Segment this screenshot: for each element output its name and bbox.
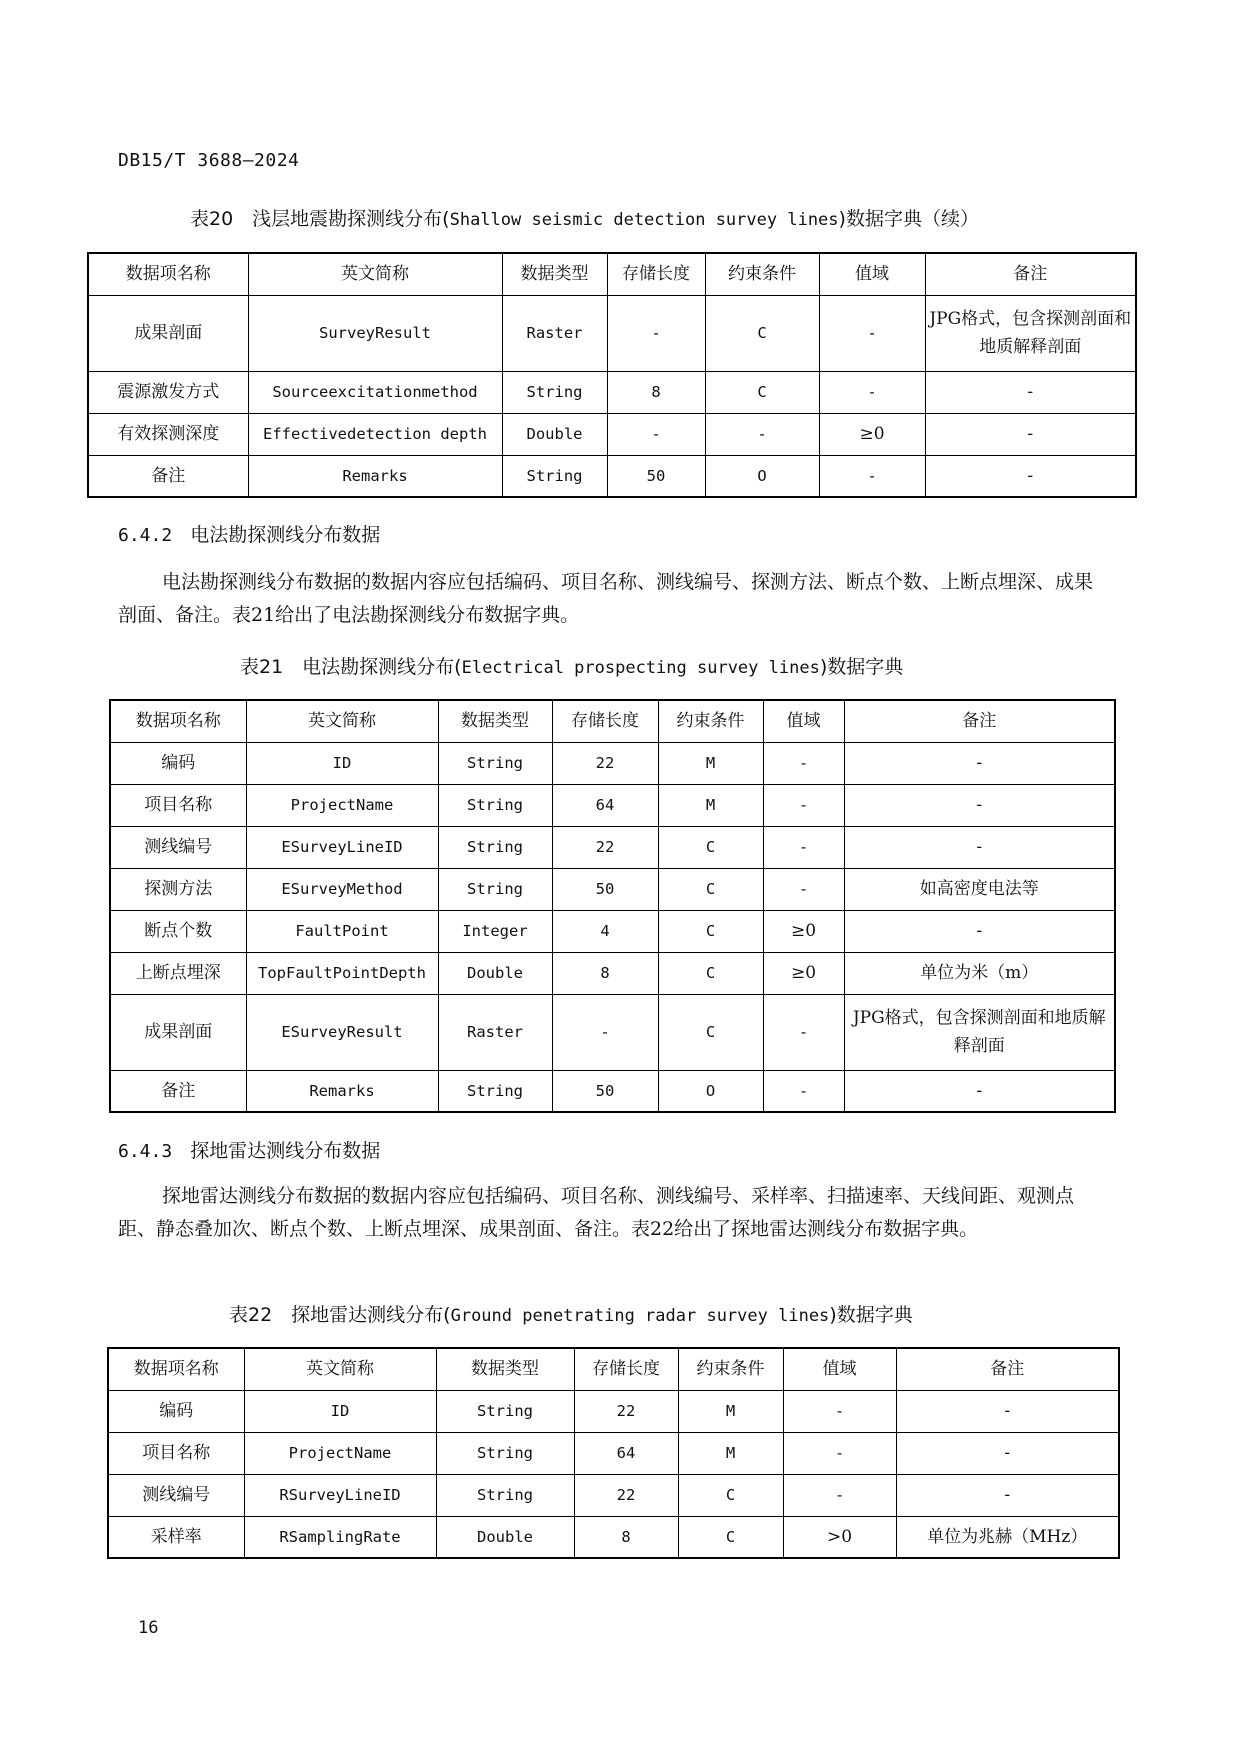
section-number: 6.4.2: [118, 525, 173, 546]
table21-header: [110, 700, 1115, 742]
cell-length: 8: [552, 952, 658, 994]
cell-remark: -: [896, 1474, 1119, 1516]
cell-english: ESurveyLineID: [246, 826, 438, 868]
column-header: 值域: [763, 700, 844, 742]
cell-english: ID: [244, 1390, 436, 1432]
table22-caption-en: Ground penetrating radar survey lines: [450, 1306, 830, 1326]
cell-type: String: [438, 1070, 552, 1112]
cell-remark: -: [844, 784, 1115, 826]
cell-constraint: C: [658, 910, 763, 952]
cell-english: Sourceexcitationmethod: [248, 371, 502, 413]
table-row: [110, 742, 1115, 784]
table20-header: [88, 253, 1136, 295]
cell-name: 震源激发方式: [88, 371, 248, 413]
table-row: [110, 1070, 1115, 1112]
cell-constraint: C: [678, 1516, 783, 1558]
cell-constraint: M: [658, 784, 763, 826]
table-row: [108, 1474, 1119, 1516]
cell-remark: -: [896, 1390, 1119, 1432]
cell-constraint: C: [705, 371, 819, 413]
table21: [109, 699, 1116, 1113]
cell-range: -: [763, 784, 844, 826]
cell-type: Raster: [502, 295, 607, 371]
cell-constraint: C: [658, 952, 763, 994]
cell-name: 编码: [110, 742, 246, 784]
column-header: 约束条件: [678, 1348, 783, 1390]
section-title: 电法勘探测线分布数据: [190, 524, 381, 546]
section-number: 6.4.3: [118, 1141, 173, 1162]
cell-constraint: M: [678, 1432, 783, 1474]
cell-remark: -: [844, 1070, 1115, 1112]
cell-english: ProjectName: [244, 1432, 436, 1474]
column-header: 值域: [819, 253, 925, 295]
cell-length: 22: [552, 826, 658, 868]
cell-type: Raster: [438, 994, 552, 1070]
cell-range: ≥0: [819, 413, 925, 455]
cell-remark: -: [844, 910, 1115, 952]
cell-length: 22: [552, 742, 658, 784]
column-header: 约束条件: [658, 700, 763, 742]
cell-name: 备注: [110, 1070, 246, 1112]
column-header: 数据项名称: [88, 253, 248, 295]
cell-type: Double: [438, 952, 552, 994]
cell-remark: -: [844, 826, 1115, 868]
cell-remark: JPG格式，包含探测剖面和地质解释剖面: [925, 295, 1136, 371]
cell-range: ≥0: [763, 952, 844, 994]
cell-length: 8: [607, 371, 705, 413]
cell-name: 采样率: [108, 1516, 244, 1558]
table20-caption-en: Shallow seismic detection survey lines: [449, 210, 839, 230]
column-header: 存储长度: [552, 700, 658, 742]
cell-english: FaultPoint: [246, 910, 438, 952]
table-row: [108, 1432, 1119, 1474]
cell-type: String: [436, 1474, 574, 1516]
cell-range: -: [819, 455, 925, 497]
table-row: [110, 952, 1115, 994]
cell-english: RSurveyLineID: [244, 1474, 436, 1516]
table22-caption-suffix: )数据字典: [829, 1304, 913, 1326]
cell-type: Double: [502, 413, 607, 455]
cell-constraint: C: [658, 826, 763, 868]
column-header: 备注: [925, 253, 1136, 295]
table21-caption-prefix: 表21 电法勘探测线分布(: [240, 656, 462, 678]
table-row: [110, 868, 1115, 910]
column-header: 英文简称: [246, 700, 438, 742]
cell-type: String: [436, 1390, 574, 1432]
table20-caption: [190, 204, 979, 231]
cell-remark: 单位为兆赫（MHz）: [896, 1516, 1119, 1558]
cell-range: -: [763, 826, 844, 868]
cell-constraint: C: [658, 994, 763, 1070]
table-row: [108, 1390, 1119, 1432]
section-title: 探地雷达测线分布数据: [190, 1140, 381, 1162]
cell-range: -: [819, 295, 925, 371]
column-header: 数据类型: [438, 700, 552, 742]
cell-name: 备注: [88, 455, 248, 497]
section-643-heading: [118, 1136, 380, 1163]
cell-range: -: [763, 1070, 844, 1112]
table20-caption-suffix: )数据字典（续）: [838, 208, 979, 230]
table-row: [88, 455, 1136, 497]
column-header: 存储长度: [607, 253, 705, 295]
cell-type: String: [502, 371, 607, 413]
cell-type: String: [438, 742, 552, 784]
cell-name: 项目名称: [108, 1432, 244, 1474]
cell-length: 50: [552, 1070, 658, 1112]
cell-name: 有效探测深度: [88, 413, 248, 455]
cell-english: Remarks: [246, 1070, 438, 1112]
table-row: [88, 295, 1136, 371]
table22-caption: [229, 1300, 913, 1327]
cell-english: TopFaultPointDepth: [246, 952, 438, 994]
cell-type: Double: [436, 1516, 574, 1558]
table-row: [88, 371, 1136, 413]
cell-constraint: C: [678, 1474, 783, 1516]
cell-constraint: -: [705, 413, 819, 455]
cell-constraint: O: [658, 1070, 763, 1112]
cell-type: String: [502, 455, 607, 497]
cell-length: -: [607, 413, 705, 455]
cell-type: String: [438, 868, 552, 910]
cell-type: String: [436, 1432, 574, 1474]
cell-english: ESurveyResult: [246, 994, 438, 1070]
cell-remark: -: [925, 371, 1136, 413]
cell-name: 测线编号: [108, 1474, 244, 1516]
column-header: 存储长度: [574, 1348, 678, 1390]
cell-name: 探测方法: [110, 868, 246, 910]
column-header: 备注: [896, 1348, 1119, 1390]
cell-constraint: M: [658, 742, 763, 784]
column-header: 数据类型: [502, 253, 607, 295]
cell-english: ProjectName: [246, 784, 438, 826]
column-header: 英文简称: [248, 253, 502, 295]
cell-name: 成果剖面: [110, 994, 246, 1070]
document-id: DB15/T 3688—2024: [118, 150, 300, 171]
cell-range: -: [783, 1474, 896, 1516]
cell-english: ID: [246, 742, 438, 784]
cell-remark: -: [925, 413, 1136, 455]
table21-caption: [240, 652, 903, 679]
column-header: 值域: [783, 1348, 896, 1390]
column-header: 数据项名称: [110, 700, 246, 742]
column-header: 英文简称: [244, 1348, 436, 1390]
cell-name: 测线编号: [110, 826, 246, 868]
cell-type: String: [438, 826, 552, 868]
cell-length: 50: [552, 868, 658, 910]
cell-range: -: [783, 1390, 896, 1432]
cell-length: 64: [552, 784, 658, 826]
table-row: [88, 413, 1136, 455]
table-row: [110, 994, 1115, 1070]
table22: [107, 1347, 1120, 1559]
cell-length: 22: [574, 1390, 678, 1432]
cell-remark: JPG格式，包含探测剖面和地质解释剖面: [844, 994, 1115, 1070]
cell-constraint: C: [658, 868, 763, 910]
section-643-paragraph: 探地雷达测线分布数据的数据内容应包括编码、项目名称、测线编号、采样率、扫描速率、天线间距、观测点距、静态叠加次、断点个数、上断点埋深、成果剖面、备注。表22给出了探地雷达测线分布数据字典。: [118, 1185, 1075, 1240]
table21-caption-suffix: )数据字典: [819, 656, 904, 678]
cell-english: SurveyResult: [248, 295, 502, 371]
cell-length: 64: [574, 1432, 678, 1474]
table22-header: [108, 1348, 1119, 1390]
cell-constraint: C: [705, 295, 819, 371]
cell-range: ≥0: [763, 910, 844, 952]
table21-caption-en: Electrical prospecting survey lines: [461, 658, 820, 678]
cell-name: 成果剖面: [88, 295, 248, 371]
cell-constraint: M: [678, 1390, 783, 1432]
cell-length: 8: [574, 1516, 678, 1558]
cell-name: 编码: [108, 1390, 244, 1432]
section-642-paragraph: 电法勘探测线分布数据的数据内容应包括编码、项目名称、测线编号、探测方法、断点个数、上断点埋深、成果剖面、备注。表21给出了电法勘探测线分布数据字典。: [118, 571, 1094, 626]
cell-range: -: [763, 994, 844, 1070]
cell-remark: -: [896, 1432, 1119, 1474]
table-row: [108, 1516, 1119, 1558]
table-row: [110, 910, 1115, 952]
cell-english: ESurveyMethod: [246, 868, 438, 910]
cell-remark: 如高密度电法等: [844, 868, 1115, 910]
cell-length: 22: [574, 1474, 678, 1516]
cell-length: -: [552, 994, 658, 1070]
table22-caption-prefix: 表22 探地雷达测线分布(: [229, 1304, 451, 1326]
cell-length: -: [607, 295, 705, 371]
cell-name: 断点个数: [110, 910, 246, 952]
section-642-heading: [118, 520, 380, 547]
cell-range: -: [783, 1432, 896, 1474]
cell-type: Integer: [438, 910, 552, 952]
table20: [87, 252, 1137, 498]
cell-remark: -: [844, 742, 1115, 784]
cell-english: RSamplingRate: [244, 1516, 436, 1558]
cell-length: 4: [552, 910, 658, 952]
page-number: 16: [138, 1618, 159, 1638]
cell-english: Remarks: [248, 455, 502, 497]
table20-caption-prefix: 表20 浅层地震勘探测线分布(: [190, 208, 450, 230]
column-header: 数据类型: [436, 1348, 574, 1390]
cell-constraint: O: [705, 455, 819, 497]
table-row: [110, 784, 1115, 826]
column-header: 约束条件: [705, 253, 819, 295]
column-header: 数据项名称: [108, 1348, 244, 1390]
cell-english: Effectivedetection depth: [248, 413, 502, 455]
cell-name: 上断点埋深: [110, 952, 246, 994]
cell-name: 项目名称: [110, 784, 246, 826]
column-header: 备注: [844, 700, 1115, 742]
cell-range: -: [763, 742, 844, 784]
table-row: [110, 826, 1115, 868]
cell-type: String: [438, 784, 552, 826]
cell-range: -: [763, 868, 844, 910]
cell-remark: -: [925, 455, 1136, 497]
cell-length: 50: [607, 455, 705, 497]
cell-range: >0: [783, 1516, 896, 1558]
cell-range: -: [819, 371, 925, 413]
cell-remark: 单位为米（m）: [844, 952, 1115, 994]
